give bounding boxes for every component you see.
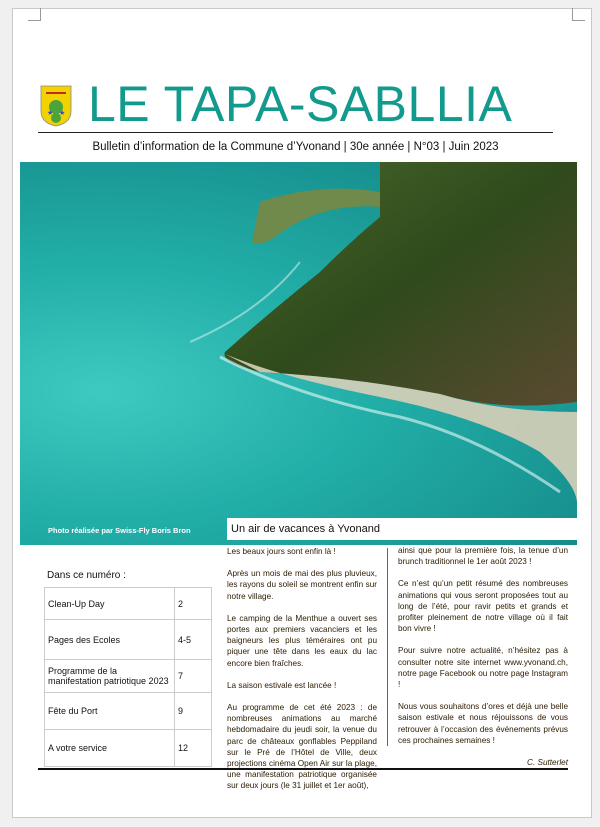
paragraph: ainsi que pour la première fois, la tenue d’un brunch traditionnel le 1er août 2023 ! [398, 546, 568, 567]
toc-row[interactable] [45, 693, 212, 730]
column-divider [387, 548, 388, 746]
toc-page: 7 [175, 660, 212, 693]
toc-label: Fête du Port [45, 693, 175, 730]
crop-mark [28, 8, 41, 21]
table-of-contents [44, 587, 212, 767]
toc-page: 4-5 [175, 620, 212, 660]
footer-rule [38, 768, 568, 770]
toc-page: 2 [175, 588, 212, 620]
photo-caption: Un air de vacances à Yvonand [227, 518, 577, 540]
svg-text:★: ★ [47, 110, 54, 117]
signature: C. Sutterlet [527, 758, 568, 768]
toc-row[interactable] [45, 588, 212, 620]
article-column-2 [398, 545, 568, 779]
toc-row[interactable] [45, 620, 212, 660]
toc-page: 12 [175, 730, 212, 767]
paragraph: La saison estivale est lancée ! [227, 680, 337, 690]
svg-text:★: ★ [59, 110, 66, 117]
crop-mark [572, 8, 585, 21]
paragraph: Ce n’est qu’un petit résumé des nombreuses animations qui vous seront proposées tout au long de l’été, pour ravir petits et grands et profiter pleinement de notre village où il fait bon vivre ! [398, 579, 568, 634]
toc-label: Programme de la manifestation patriotique 2023 [45, 660, 175, 693]
toc-row[interactable] [45, 660, 212, 693]
article-column-1 [227, 546, 377, 803]
paragraph: Le camping de la Menthue a ouvert ses portes aux premiers vacanciers et les baigneurs les plus téméraires ont pu piquer une tête dans les eaux du lac encore bien fraîches. [227, 613, 377, 668]
paragraph: Après un mois de mai des plus pluvieux, les rayons du soleil se montrent enfin sur notre village. [227, 569, 377, 601]
photo-credit: Photo réalisée par Swiss-Fly Boris Bron [48, 526, 191, 535]
toc-label: Clean-Up Day [45, 588, 175, 620]
cover-photo [20, 162, 577, 545]
subtitle: Bulletin d’information de la Commune d’Yvonand | 30e année | N°03 | Juin 2023 [92, 141, 499, 153]
toc-row[interactable] [45, 730, 212, 767]
newsletter-title: LE TAPA-SABLLIA [88, 76, 513, 132]
paragraph: Pour suivre notre actualité, n’hésitez pas à consulter notre site internet www.yvonand.ch, notre page Facebook ou notre page Instagram ! [398, 646, 568, 690]
toc-label: A votre service [45, 730, 175, 767]
paragraph: Nous vous souhaitons d’ores et déjà une belle saison estivale et nous réjouissons de vous retrouver à l’occasion des événements prévus ces prochaines semaines ! [398, 702, 568, 745]
toc-heading: Dans ce numéro : [47, 570, 126, 581]
toc-label: Pages des Ecoles [45, 620, 175, 660]
coat-of-arms-logo [40, 85, 72, 127]
paragraph: Les beaux jours sont enfin là ! [227, 547, 336, 556]
paragraph: Au programme de cet été 2023 : de nombreuses animations au marché hebdomadaire du jeudi soir, la venue du parc de châteaux gonflables Peppiland sur le Pré de l’Hôtel de Ville, deux projections cinéma Open Air sur la plage, une manifestation patriotique organisée sur deux jours (le 31 juillet et 1er août), [227, 703, 377, 791]
divider [38, 132, 553, 133]
toc-page: 9 [175, 693, 212, 730]
